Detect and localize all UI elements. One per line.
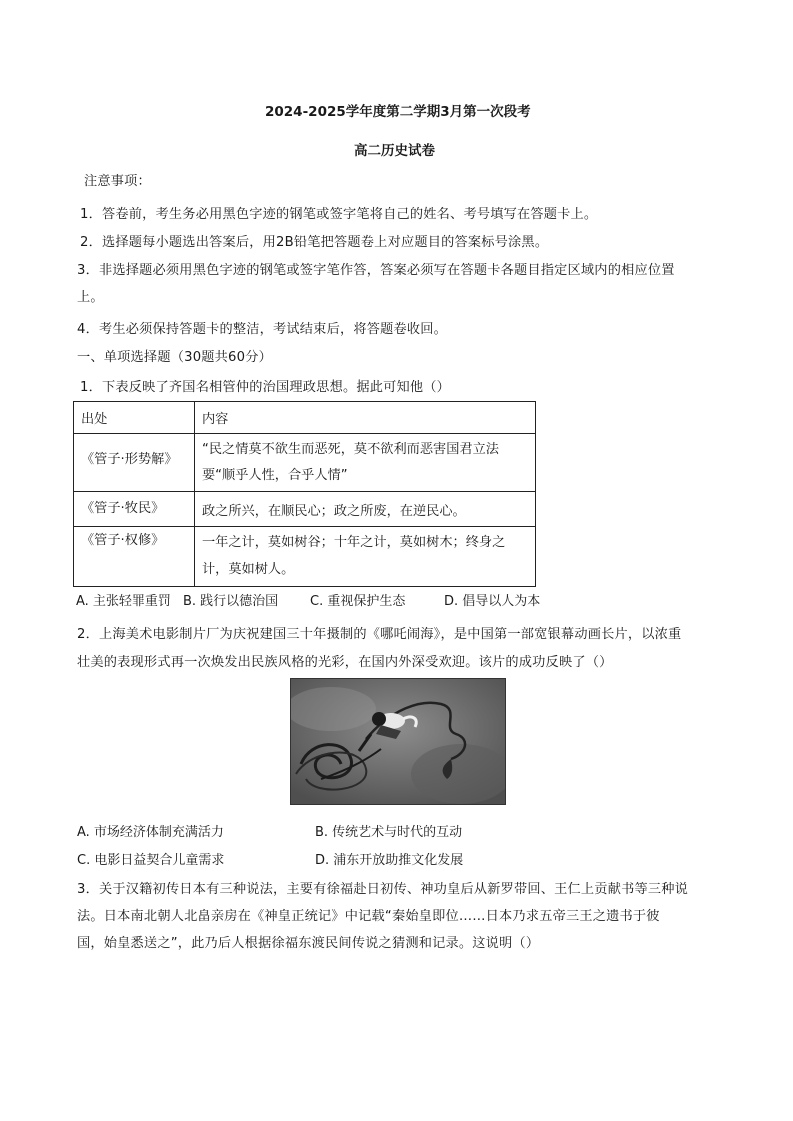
q2-option-c: C. 电影日益契合儿童需求 [77, 853, 225, 868]
q2-option-b: B. 传统艺术与时代的互动 [315, 825, 463, 840]
note-item: 2．选择题每小题选出答案后，用2B铅笔把答题卷上对应题目的答案标号涂黑。 [80, 235, 549, 250]
q3-line3: 国，始皇悉送之”，此乃后人根据徐福东渡民间传说之猜测和记录。这说明（） [77, 936, 540, 951]
table-cell-content [195, 434, 536, 492]
q1-option-d: D. 倡导以人为本 [444, 594, 541, 609]
q1-option-a: A. 主张轻罪重罚 [76, 594, 171, 609]
table-cell-source: 《管子·形势解》 [74, 434, 195, 492]
table-cell-content: 政之所兴，在顺民心；政之所废，在逆民心。 [195, 492, 536, 526]
q2-stem-line1: 2．上海美术电影制片厂为庆祝建国三十年摄制的《哪吒闹海》，是中国第一部宽银幕动画长片，以浓重 [77, 627, 682, 642]
content-line: 要“顺乎人性，合乎人情” [202, 467, 348, 483]
nezha-film-still-image [290, 678, 506, 805]
subject-title: 高二历史试卷 [354, 143, 435, 159]
q2-option-a: A. 市场经济体制充满活力 [77, 825, 224, 840]
q3-line1: 3．关于汉籍初传日本有三种说法，主要有徐福赴日初传、神功皇后从新罗带回、王仁上贡献书等三种说 [77, 882, 689, 897]
table-cell-content [195, 526, 536, 586]
table-header-row [74, 402, 536, 434]
q1-option-c: C. 重视保护生态 [310, 594, 406, 609]
table-cell-source: 《管子·权修》 [74, 526, 195, 586]
note-item: 上。 [77, 290, 104, 305]
table-row [74, 492, 536, 526]
table-header-content: 内容 [195, 402, 536, 434]
notes-heading: 注意事项： [84, 174, 151, 189]
table-header-source: 出处 [74, 402, 195, 434]
content-line: 计，莫如树人。 [202, 562, 295, 578]
content-line: 一年之计，莫如树谷；十年之计，莫如树木；终身之 [202, 535, 506, 551]
table-row [74, 526, 536, 586]
table-cell-source: 《管子·牧民》 [74, 492, 195, 526]
q3-line2: 法。日本南北朝人北畠亲房在《神皇正统记》中记载“秦始皇即位……日本乃求五帝三王之遗书于彼 [77, 909, 660, 924]
nezha-film-still-drawing [291, 679, 505, 804]
section-heading: 一、单项选择题（30题共60分） [77, 350, 273, 365]
note-item: 4．考生必须保持答题卡的整洁，考试结束后，将答题卷收回。 [77, 322, 448, 337]
content-line: “民之情莫不欲生而恶死，莫不欲利而恶害国君立法 [202, 441, 499, 457]
q1-stem: 1．下表反映了齐国名相管仲的治国理政思想。据此可知他（） [80, 380, 451, 395]
q1-table [73, 401, 536, 587]
note-item: 1．答卷前，考生务必用黑色字迹的钢笔或签字笔将自己的姓名、考号填写在答题卡上。 [80, 207, 598, 222]
exam-title: 2024-2025学年度第二学期3月第一次段考 [265, 104, 531, 120]
table-row [74, 434, 536, 492]
note-item: 3．非选择题必须用黑色字迹的钢笔或签字笔作答，答案必须写在答题卡各题目指定区域内的相应位置 [77, 263, 675, 278]
q2-option-d: D. 浦东开放助推文化发展 [315, 853, 464, 868]
q2-stem-line2: 壮美的表现形式再一次焕发出民族风格的光彩，在国内外深受欢迎。该片的成功反映了（） [77, 655, 613, 670]
q1-option-b: B. 践行以德治国 [183, 594, 279, 609]
